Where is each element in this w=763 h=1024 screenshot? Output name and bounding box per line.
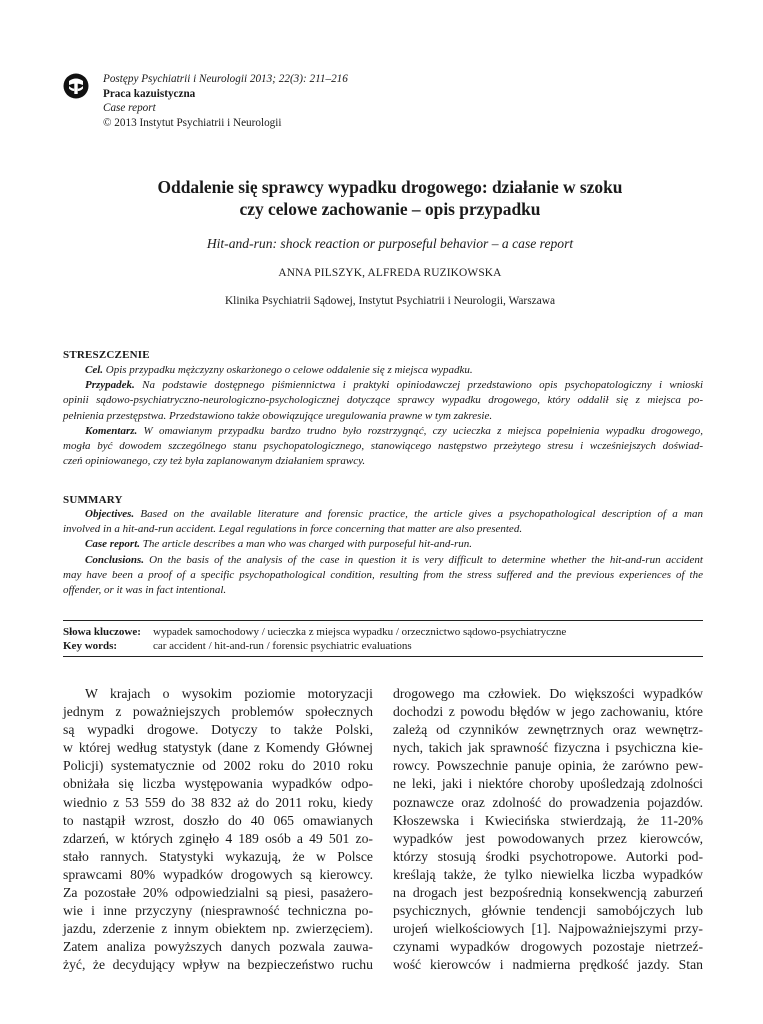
body-text-line: psychicznych, głównie tendencji samobójczych lub bbox=[393, 903, 703, 919]
body-text-line: na drogach jest bezpośrednią konsekwencją zaburzeń bbox=[393, 885, 703, 901]
streszczenie-text: opinii sądowo-psychiatryczno-neurologiczno-psychologicznej dotyczące sprawcy wypadku drogowego, który oddalił się z miejsca po- bbox=[63, 394, 703, 407]
body-column-right bbox=[393, 685, 703, 975]
summary-line bbox=[63, 507, 703, 522]
keywords-pl-label: Słowa kluczowe: bbox=[63, 626, 141, 638]
keywords-bottom-rule bbox=[63, 656, 703, 657]
keywords-pl bbox=[63, 625, 566, 640]
streszczenie-abstract bbox=[63, 363, 703, 469]
streszczenie-line bbox=[63, 424, 703, 439]
streszczenie-label: Przypadek. bbox=[85, 379, 135, 392]
article-type-en: Case report bbox=[103, 102, 156, 115]
body-text-line: Zatem analiza powyższych danych pozwala zauwa- bbox=[63, 939, 373, 955]
streszczenie-text: pełnienia przestępstwa. Przedstawiono także obowiązujące uregulowania prawne w tym zakresie. bbox=[63, 409, 493, 422]
body-text-line: są wypadki drogowe. Dotyczy to także Polski, bbox=[63, 722, 373, 738]
keywords-en-label: Key words: bbox=[63, 640, 118, 652]
summary-label: Objectives. bbox=[85, 508, 135, 520]
body-text-line: urojeń wielkościowych [1]. Najpoważniejszymi przy- bbox=[393, 921, 703, 937]
streszczenie-line bbox=[63, 409, 703, 424]
summary-text: involved in a hit-and-run accident. Legal regulations in force concerning that matter are also presented. bbox=[63, 523, 523, 536]
summary-text: The article describes a man who was charged with purposeful hit-and-run. bbox=[140, 538, 473, 551]
summary-text: may have been a proof of a specific psychopathological condition, resulting from the stress suffered and the previous experiences of the bbox=[63, 568, 703, 581]
affiliation: Klinika Psychiatrii Sądowej, Instytut Psychiatrii i Neurologii, Warszawa bbox=[224, 295, 556, 307]
body-text-line: Kłoszewska i Kwiecińska stwierdzają, że 11-20% bbox=[393, 812, 703, 828]
summary-line bbox=[63, 522, 703, 537]
summary-text: Based on the available literature and forensic practice, the article gives a psychopathological description of a man bbox=[134, 508, 703, 520]
keywords-en-text: car accident / hit-and-run / forensic psychiatric evaluations bbox=[153, 640, 412, 652]
body-text-line: sprawcami 80% wypadków drogowych są kierowcy. bbox=[63, 866, 373, 882]
body-text-line: jednym z poważniejszych problemów społecznych bbox=[63, 704, 373, 720]
summary-line bbox=[63, 537, 703, 552]
streszczenie-line bbox=[63, 454, 703, 469]
streszczenie-text: Opis przypadku mężczyzny oskarżonego o celowe oddalenie się z miejsca wypadku. bbox=[103, 364, 473, 376]
body-text-line: ne leki, jaki i niektóre choroby upośledzają zdolności bbox=[393, 776, 703, 792]
body-text-line: W krajach o wysokim poziomie motoryzacji bbox=[85, 686, 373, 701]
body-text-line: Policji) systematycznie od 2002 roku do 2010 roku bbox=[63, 758, 373, 774]
body-text-line: Za pozostałe 20% odpowiedzialni są piesi, pasażero- bbox=[63, 885, 373, 901]
body-text-line: kreślają także, że tylko niewielka liczba wypadków bbox=[393, 866, 703, 882]
body-text-line: zależą od czynników zewnętrznych oraz wewnętrz- bbox=[393, 722, 703, 738]
body-text-line: poznawcze oraz zdolność do prowadzenia pojazdów. bbox=[393, 794, 703, 810]
body-text-line: żyć, że decydujący wpływ na bezpieczeństwo ruchu bbox=[63, 957, 373, 973]
body-text-line: nych, takich jak sprawność fizyczna i psychiczna kie- bbox=[393, 740, 703, 756]
summary-line bbox=[63, 568, 703, 583]
streszczenie-line bbox=[63, 393, 703, 408]
journal-header bbox=[103, 72, 348, 130]
title-line-2: czy celowe zachowanie – opis przypadku bbox=[239, 199, 541, 219]
body-text-line: rowcy. Powszechnie panuje opinia, że zarówno pew- bbox=[393, 758, 703, 774]
journal-logo-icon bbox=[63, 73, 89, 99]
keywords-top-rule bbox=[63, 620, 703, 621]
streszczenie-text: czeń opiniowanego, czy też była zaplanowanym działaniem sprawcy. bbox=[63, 455, 366, 468]
body-text-line: czynami wypadków drogowych pozostaje nietrzeź- bbox=[393, 939, 703, 955]
body-text-line: wiednio z 53 559 do 38 832 aż do 2011 roku, kiedy bbox=[63, 794, 373, 810]
body-text-line: wypadków jest powodowanych przez kierowców, bbox=[393, 830, 703, 846]
streszczenie-line bbox=[63, 439, 703, 454]
keywords-en bbox=[63, 639, 412, 654]
summary-line bbox=[63, 583, 703, 598]
streszczenie-line bbox=[63, 378, 703, 393]
authors: ANNA PILSZYK, ALFREDA RUZIKOWSKA bbox=[278, 267, 502, 279]
body-text-line: stało rannych. Statystyki wykazują, że w Polsce bbox=[63, 848, 373, 864]
streszczenie-line bbox=[63, 363, 703, 378]
summary-text: On the basis of the analysis of the case in question it is very difficult to determine whether the hit-and-run accident bbox=[144, 553, 703, 566]
body-text-line: drogowego ma człowiek. Do większości wypadków bbox=[393, 686, 703, 701]
streszczenie-label: Cel. bbox=[85, 364, 104, 376]
body-text-line: jazdu, zderzenie z innym obiektem np. zwierzęciem). bbox=[63, 921, 373, 937]
streszczenie-text: mogła być dowodem szczególnego stanu psychopatologicznego, stanowiącego następstwo przeżytego stresu i wcześniejszych doświad- bbox=[63, 440, 703, 453]
streszczenie-label: Komentarz. bbox=[85, 424, 138, 437]
summary-abstract bbox=[63, 507, 703, 598]
copyright: © 2013 Instytut Psychiatrii i Neurologii bbox=[103, 116, 282, 129]
keywords-pl-text: wypadek samochodowy / ucieczka z miejsca wypadku / orzecznictwo sądowo-psychiatryczne bbox=[153, 626, 567, 638]
summary-text: offender, or it was in fact intentional. bbox=[63, 584, 227, 597]
english-title: Hit-and-run: shock reaction or purposeful behavior – a case report bbox=[206, 236, 574, 251]
summary-label: Conclusions. bbox=[85, 553, 144, 566]
body-text-line: wość kierowców i nadmierna prędkość jazdy. Stan bbox=[393, 957, 703, 973]
body-text-line: obniżała się liczba występowania wypadków odpo- bbox=[63, 776, 373, 792]
summary-line bbox=[63, 553, 703, 568]
body-text-line: którzy stosują środki psychotropowe. Autorki pod- bbox=[393, 848, 703, 864]
body-text-line: to nastąpił wzrost, doszło do 40 065 omawianych bbox=[63, 812, 373, 828]
body-text-line: w której według statystyk (dane z Komendy Głównej bbox=[63, 740, 373, 756]
body-text-line: zdarzeń, w których zginęło 4 189 osób a 49 501 zo- bbox=[63, 830, 373, 846]
body-text-line: wie i inne przyczyny (niesprawność techniczna po- bbox=[63, 903, 373, 919]
streszczenie-text: W omawianym przypadku bardzo trudno było rozstrzygnąć, czy ucieczka z miejsca popełnienia wypadku drogowego, bbox=[137, 424, 703, 437]
summary-label: Case report. bbox=[85, 538, 140, 551]
title-line-1: Oddalenie się sprawcy wypadku drogowego: działanie w szoku bbox=[157, 177, 623, 197]
summary-heading: SUMMARY bbox=[63, 494, 123, 506]
streszczenie-text: Na podstawie dostępnego piśmiennictwa i praktyki opiniodawczej przedstawiono opis psychopatologiczny i wnioski bbox=[134, 379, 703, 392]
article-title bbox=[90, 176, 690, 220]
body-column-left bbox=[63, 685, 373, 975]
article-type-pl: Praca kazuistyczna bbox=[103, 87, 196, 100]
body-text-line: dochodzi z powodu błędów w jego zachowaniu, które bbox=[393, 704, 703, 720]
streszczenie-heading: STRESZCZENIE bbox=[63, 349, 150, 361]
journal-citation: Postępy Psychiatrii i Neurologii 2013; 22(3): 211–216 bbox=[103, 73, 348, 85]
